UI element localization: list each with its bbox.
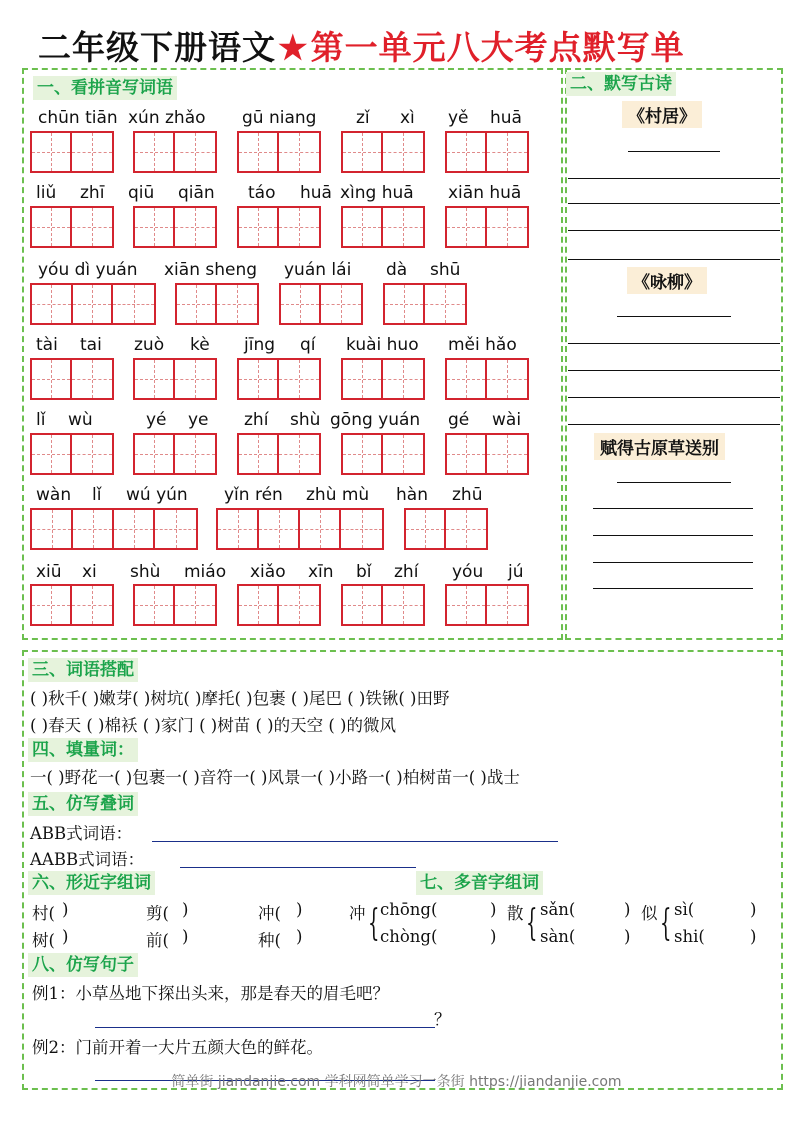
grid-cell[interactable] bbox=[343, 133, 383, 171]
writing-grid[interactable] bbox=[30, 283, 156, 325]
grid-cell[interactable] bbox=[175, 208, 215, 246]
pinyin-label: xiǎo bbox=[250, 562, 286, 582]
grid-cell[interactable] bbox=[175, 360, 215, 398]
pinyin-label: qí bbox=[300, 335, 316, 355]
writing-grid[interactable] bbox=[237, 433, 321, 475]
writing-grid[interactable] bbox=[341, 584, 425, 626]
grid-cell[interactable] bbox=[487, 435, 527, 473]
grid-cell[interactable] bbox=[341, 510, 382, 548]
writing-grid[interactable] bbox=[445, 206, 529, 248]
grid-cell[interactable] bbox=[239, 586, 279, 624]
grid-cell[interactable] bbox=[32, 510, 73, 548]
grid-cell[interactable] bbox=[72, 133, 112, 171]
grid-cell[interactable] bbox=[447, 133, 487, 171]
grid-cell[interactable] bbox=[114, 510, 155, 548]
grid-cell[interactable] bbox=[383, 360, 423, 398]
writing-grid[interactable] bbox=[133, 206, 217, 248]
writing-grid[interactable] bbox=[445, 584, 529, 626]
poem-author-line bbox=[617, 482, 731, 483]
grid-cell[interactable] bbox=[135, 435, 175, 473]
writing-grid[interactable] bbox=[30, 584, 114, 626]
grid-cell[interactable] bbox=[279, 133, 319, 171]
writing-grid[interactable] bbox=[175, 283, 259, 325]
abb-answer-line[interactable] bbox=[152, 841, 558, 842]
pinyin-label: wú yún bbox=[126, 485, 188, 505]
pinyin-label: wàn bbox=[36, 485, 72, 505]
polyphone-reading: sì( bbox=[674, 900, 695, 919]
grid-cell[interactable] bbox=[32, 435, 72, 473]
grid-cell[interactable] bbox=[343, 208, 383, 246]
pinyin-label: zuò bbox=[134, 335, 165, 355]
blank: ) bbox=[296, 900, 303, 919]
section-6-heading: 六、形近字组词 bbox=[28, 871, 155, 895]
grid-cell[interactable] bbox=[32, 586, 72, 624]
poem-author-line bbox=[628, 151, 720, 152]
pinyin-label: chūn tiān bbox=[38, 108, 118, 128]
poem-title-yongliu: 《咏柳》 bbox=[627, 267, 707, 294]
grid-cell[interactable] bbox=[279, 435, 319, 473]
grid-cell[interactable] bbox=[425, 285, 465, 323]
pinyin-label: wù bbox=[68, 410, 93, 430]
grid-cell[interactable] bbox=[135, 586, 175, 624]
blank: ) bbox=[182, 927, 189, 946]
sentence-answer-line-1[interactable] bbox=[95, 1027, 435, 1028]
collocation-line-2: ( )春天 ( )棉袄 ( )家门 ( )树苗 ( )的天空 ( )的微风 bbox=[30, 716, 396, 735]
writing-grid[interactable] bbox=[30, 508, 198, 550]
writing-grid[interactable] bbox=[133, 433, 217, 475]
writing-grid[interactable] bbox=[445, 358, 529, 400]
pinyin-label: yé bbox=[146, 410, 167, 430]
grid-cell[interactable] bbox=[383, 586, 423, 624]
similar-char: 村( bbox=[32, 904, 55, 923]
pinyin-label: xiān sheng bbox=[164, 260, 258, 280]
grid-cell[interactable] bbox=[73, 285, 114, 323]
grid-cell[interactable] bbox=[72, 360, 112, 398]
writing-grid[interactable] bbox=[341, 358, 425, 400]
section-8-heading: 八、仿写句子 bbox=[28, 953, 138, 977]
grid-cell[interactable] bbox=[175, 586, 215, 624]
pinyin-label: zhū bbox=[452, 485, 483, 505]
pinyin-label: bǐ bbox=[356, 562, 372, 582]
measure-word-line: 一( )野花一( )包裹一( )音符一( )风景一( )小路一( )柏树苗一( )战士 bbox=[30, 768, 520, 787]
brace-icon: { bbox=[368, 903, 380, 944]
writing-grid[interactable] bbox=[30, 433, 114, 475]
pinyin-label: gé bbox=[448, 410, 470, 430]
abb-label: ABB式词语： bbox=[30, 824, 133, 843]
pinyin-label: zhí bbox=[244, 410, 269, 430]
similar-char: 冲( bbox=[258, 904, 281, 923]
answer-line bbox=[593, 588, 753, 589]
writing-grid[interactable] bbox=[133, 131, 217, 173]
grid-cell[interactable] bbox=[279, 208, 319, 246]
grid-cell[interactable] bbox=[343, 586, 383, 624]
pinyin-label: jīng bbox=[244, 335, 276, 355]
poem-section-box bbox=[565, 68, 783, 640]
close-paren: ) bbox=[750, 900, 757, 919]
grid-cell[interactable] bbox=[135, 360, 175, 398]
pinyin-label: gōng yuán bbox=[330, 410, 421, 430]
grid-cell[interactable] bbox=[175, 435, 215, 473]
pinyin-label: qiān bbox=[178, 183, 215, 203]
similar-char: 种( bbox=[258, 931, 281, 950]
writing-grid[interactable] bbox=[279, 283, 363, 325]
pinyin-label: yóu dì yuán bbox=[38, 260, 138, 280]
grid-cell[interactable] bbox=[487, 360, 527, 398]
similar-char: 前( bbox=[146, 931, 169, 950]
answer-line bbox=[568, 343, 780, 344]
answer-line bbox=[568, 230, 780, 231]
writing-grid[interactable] bbox=[133, 358, 217, 400]
pinyin-label: hàn bbox=[396, 485, 428, 505]
page-title: 二年级下册语文★第一单元八大考点默写单 bbox=[38, 28, 685, 67]
grid-cell[interactable] bbox=[383, 208, 423, 246]
grid-cell[interactable] bbox=[447, 586, 487, 624]
pinyin-label: shù bbox=[130, 562, 161, 582]
polyphone-char: 冲 bbox=[349, 904, 366, 923]
writing-grid[interactable] bbox=[341, 131, 425, 173]
polyphone-reading: shi( bbox=[674, 927, 705, 946]
pinyin-label: yuán lái bbox=[284, 260, 352, 280]
section-7-heading: 七、多音字组词 bbox=[416, 871, 543, 895]
example-sentence-1: 例1：小草丛地下探出头来，那是春天的眉毛吧？ bbox=[32, 984, 389, 1003]
grid-cell[interactable] bbox=[343, 435, 383, 473]
grid-cell[interactable] bbox=[281, 285, 321, 323]
writing-grid[interactable] bbox=[133, 584, 217, 626]
pinyin-label: xiān huā bbox=[448, 183, 522, 203]
pinyin-label: shù bbox=[290, 410, 321, 430]
grid-cell[interactable] bbox=[446, 510, 486, 548]
writing-grid[interactable] bbox=[445, 433, 529, 475]
writing-grid[interactable] bbox=[341, 206, 425, 248]
writing-grid[interactable] bbox=[237, 131, 321, 173]
answer-line bbox=[568, 424, 780, 425]
writing-grid[interactable] bbox=[237, 206, 321, 248]
grid-cell[interactable] bbox=[487, 133, 527, 171]
grid-cell[interactable] bbox=[113, 285, 154, 323]
pinyin-label: lǐ bbox=[92, 485, 102, 505]
question-mark: ？ bbox=[434, 1010, 451, 1029]
pinyin-label: dà bbox=[386, 260, 408, 280]
grid-cell[interactable] bbox=[135, 133, 175, 171]
pinyin-label: xì bbox=[400, 108, 415, 128]
pinyin-label: xìng huā bbox=[340, 183, 414, 203]
aabb-label: AABB式词语： bbox=[30, 850, 145, 869]
pinyin-label: gū niang bbox=[242, 108, 317, 128]
answer-line bbox=[593, 535, 753, 536]
poem-title-fude: 赋得古原草送别 bbox=[594, 433, 725, 460]
polyphone-reading: sàn( bbox=[540, 927, 576, 946]
grid-cell[interactable] bbox=[447, 360, 487, 398]
grid-cell[interactable] bbox=[447, 435, 487, 473]
grid-cell[interactable] bbox=[32, 285, 73, 323]
polyphone-reading: chōng( bbox=[380, 900, 438, 919]
grid-cell[interactable] bbox=[218, 510, 259, 548]
pinyin-label: xīn bbox=[308, 562, 334, 582]
answer-line bbox=[568, 178, 780, 179]
section-5-heading: 五、仿写叠词 bbox=[28, 792, 138, 816]
pinyin-label: qiū bbox=[128, 183, 155, 203]
pinyin-label: měi hǎo bbox=[448, 335, 517, 355]
pinyin-label: yě bbox=[448, 108, 469, 128]
writing-grid[interactable] bbox=[30, 131, 114, 173]
grid-cell[interactable] bbox=[406, 510, 446, 548]
grid-cell[interactable] bbox=[259, 510, 300, 548]
pinyin-label: ye bbox=[188, 410, 209, 430]
answer-line bbox=[568, 370, 780, 371]
pinyin-label: xi bbox=[82, 562, 97, 582]
footer-watermark: 简单街 jiandanjie.com 学科网简单学习一条街 https://jiandanjie.com bbox=[171, 1074, 622, 1090]
pinyin-label: yǐn rén bbox=[224, 485, 283, 505]
answer-line bbox=[593, 562, 753, 563]
grid-cell[interactable] bbox=[32, 360, 72, 398]
pinyin-label: shū bbox=[430, 260, 461, 280]
close-paren: ) bbox=[750, 927, 757, 946]
pinyin-label: xiū bbox=[36, 562, 62, 582]
blank: ) bbox=[296, 927, 303, 946]
answer-line bbox=[568, 397, 780, 398]
grid-cell[interactable] bbox=[279, 360, 319, 398]
grid-cell[interactable] bbox=[487, 586, 527, 624]
close-paren: ) bbox=[490, 927, 497, 946]
grid-cell[interactable] bbox=[239, 133, 279, 171]
writing-grid[interactable] bbox=[341, 433, 425, 475]
writing-grid[interactable] bbox=[404, 508, 488, 550]
grid-cell[interactable] bbox=[72, 435, 112, 473]
pinyin-label: huā bbox=[490, 108, 522, 128]
grid-cell[interactable] bbox=[385, 285, 425, 323]
brace-icon: { bbox=[660, 903, 672, 944]
blank: ) bbox=[62, 900, 69, 919]
section-2-heading: 二、默写古诗 bbox=[566, 72, 676, 96]
close-paren: ) bbox=[490, 900, 497, 919]
pinyin-label: miáo bbox=[184, 562, 227, 582]
pinyin-label: xún zhǎo bbox=[128, 108, 206, 128]
writing-grid[interactable] bbox=[383, 283, 467, 325]
section-4-heading: 四、填量词： bbox=[28, 738, 138, 762]
similar-char: 剪( bbox=[146, 904, 169, 923]
pinyin-label: yóu bbox=[452, 562, 484, 582]
answer-line bbox=[593, 508, 753, 509]
similar-char: 树( bbox=[32, 931, 55, 950]
writing-grid[interactable] bbox=[445, 131, 529, 173]
poem-author-line bbox=[617, 316, 731, 317]
grid-cell[interactable] bbox=[72, 586, 112, 624]
grid-cell[interactable] bbox=[487, 208, 527, 246]
poem-title-cunju: 《村居》 bbox=[622, 101, 702, 128]
pinyin-label: táo bbox=[248, 183, 276, 203]
grid-cell[interactable] bbox=[155, 510, 196, 548]
grid-cell[interactable] bbox=[343, 360, 383, 398]
section-1-heading: 一、看拼音写词语 bbox=[33, 76, 177, 100]
pinyin-label: kè bbox=[190, 335, 210, 355]
writing-grid[interactable] bbox=[216, 508, 384, 550]
star-icon: ★ bbox=[278, 28, 309, 67]
pinyin-label: liǔ bbox=[36, 183, 57, 203]
grid-cell[interactable] bbox=[279, 586, 319, 624]
grid-cell[interactable] bbox=[72, 208, 112, 246]
pinyin-label: jú bbox=[508, 562, 524, 582]
close-paren: ) bbox=[624, 900, 631, 919]
blank: ) bbox=[62, 927, 69, 946]
pinyin-label: zǐ bbox=[356, 108, 370, 128]
grid-cell[interactable] bbox=[239, 435, 279, 473]
pinyin-label: zhù mù bbox=[306, 485, 370, 505]
grid-cell[interactable] bbox=[135, 208, 175, 246]
writing-grid[interactable] bbox=[237, 358, 321, 400]
writing-grid[interactable] bbox=[30, 358, 114, 400]
grid-cell[interactable] bbox=[175, 133, 215, 171]
brace-icon: { bbox=[526, 903, 538, 944]
blank: ) bbox=[182, 900, 189, 919]
grid-cell[interactable] bbox=[321, 285, 361, 323]
pinyin-label: wài bbox=[492, 410, 522, 430]
grid-cell[interactable] bbox=[239, 360, 279, 398]
collocation-line-1: ( )秋千( )嫩芽( )树坑( )摩托( )包裹 ( )尾巴 ( )铁锹( )田野 bbox=[30, 689, 450, 708]
pinyin-label: huā bbox=[300, 183, 332, 203]
polyphone-reading: chòng( bbox=[380, 927, 438, 946]
pinyin-label: zhí bbox=[394, 562, 419, 582]
answer-line bbox=[568, 203, 780, 204]
polyphone-char: 似 bbox=[641, 904, 658, 923]
grid-cell[interactable] bbox=[239, 208, 279, 246]
grid-cell[interactable] bbox=[300, 510, 341, 548]
writing-grid[interactable] bbox=[237, 584, 321, 626]
grid-cell[interactable] bbox=[32, 208, 72, 246]
polyphone-reading: sǎn( bbox=[540, 900, 576, 919]
writing-grid[interactable] bbox=[30, 206, 114, 248]
answer-line bbox=[568, 259, 780, 260]
pinyin-label: tai bbox=[80, 335, 102, 355]
pinyin-label: kuài huo bbox=[346, 335, 419, 355]
pinyin-label: zhī bbox=[80, 183, 105, 203]
grid-cell[interactable] bbox=[73, 510, 114, 548]
pinyin-label: lǐ bbox=[36, 410, 46, 430]
grid-cell[interactable] bbox=[383, 133, 423, 171]
section-3-heading: 三、词语搭配 bbox=[28, 658, 138, 682]
aabb-answer-line[interactable] bbox=[180, 867, 416, 868]
grid-cell[interactable] bbox=[217, 285, 257, 323]
grid-cell[interactable] bbox=[177, 285, 217, 323]
grid-cell[interactable] bbox=[447, 208, 487, 246]
polyphone-char: 散 bbox=[507, 904, 524, 923]
grid-cell[interactable] bbox=[32, 133, 72, 171]
example-sentence-2: 例2：门前开着一大片五颜大色的鲜花。 bbox=[32, 1038, 323, 1057]
pinyin-label: tài bbox=[36, 335, 58, 355]
close-paren: ) bbox=[624, 927, 631, 946]
grid-cell[interactable] bbox=[383, 435, 423, 473]
